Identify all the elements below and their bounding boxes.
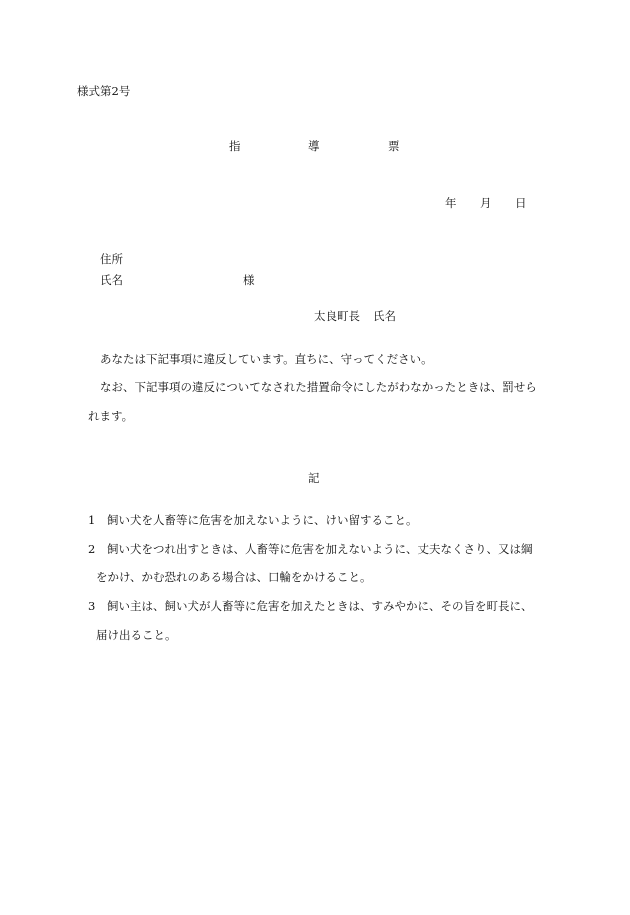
item-text-continued: 届け出ること。: [96, 628, 177, 642]
item-number: 3: [88, 599, 96, 613]
item-text: 飼い主は、飼い犬が人畜等に危害を加えたときは、すみやかに、その旨を町長に、: [107, 599, 533, 613]
title-char: 導: [308, 139, 320, 153]
month-label: 月: [480, 196, 492, 210]
day-label: 日: [515, 196, 527, 210]
item-number: 2: [88, 542, 96, 556]
honorific: 様: [243, 273, 255, 287]
issuer-title: 太良町長: [314, 309, 360, 323]
address-label: 住所: [100, 252, 123, 266]
item-text: 飼い犬をつれ出すときは、人畜等に危害を加えないように、丈夫なくさり、又は綱: [107, 542, 533, 556]
name-label: 氏名: [100, 273, 123, 287]
year-label: 年: [445, 196, 457, 210]
issuer-name-label: 氏名: [373, 309, 396, 323]
note-heading: 記: [308, 471, 320, 485]
title-char: 指: [229, 139, 241, 153]
body-line: なお、下記事項の違反についてなされた措置命令にしたがわなかったときは、罰せら: [100, 380, 537, 394]
form-number: 様式第2号: [77, 84, 131, 98]
item-text-continued: をかけ、かむ恐れのある場合は、口輪をかけること。: [96, 570, 372, 584]
body-line: れます。: [88, 409, 134, 423]
item-text: 飼い犬を人畜等に危害を加えないように、けい留すること。: [107, 513, 418, 527]
title-char: 票: [388, 139, 400, 153]
item-number: 1: [88, 513, 96, 527]
body-line: あなたは下記事項に違反しています。直ちに、守ってください。: [100, 352, 433, 366]
